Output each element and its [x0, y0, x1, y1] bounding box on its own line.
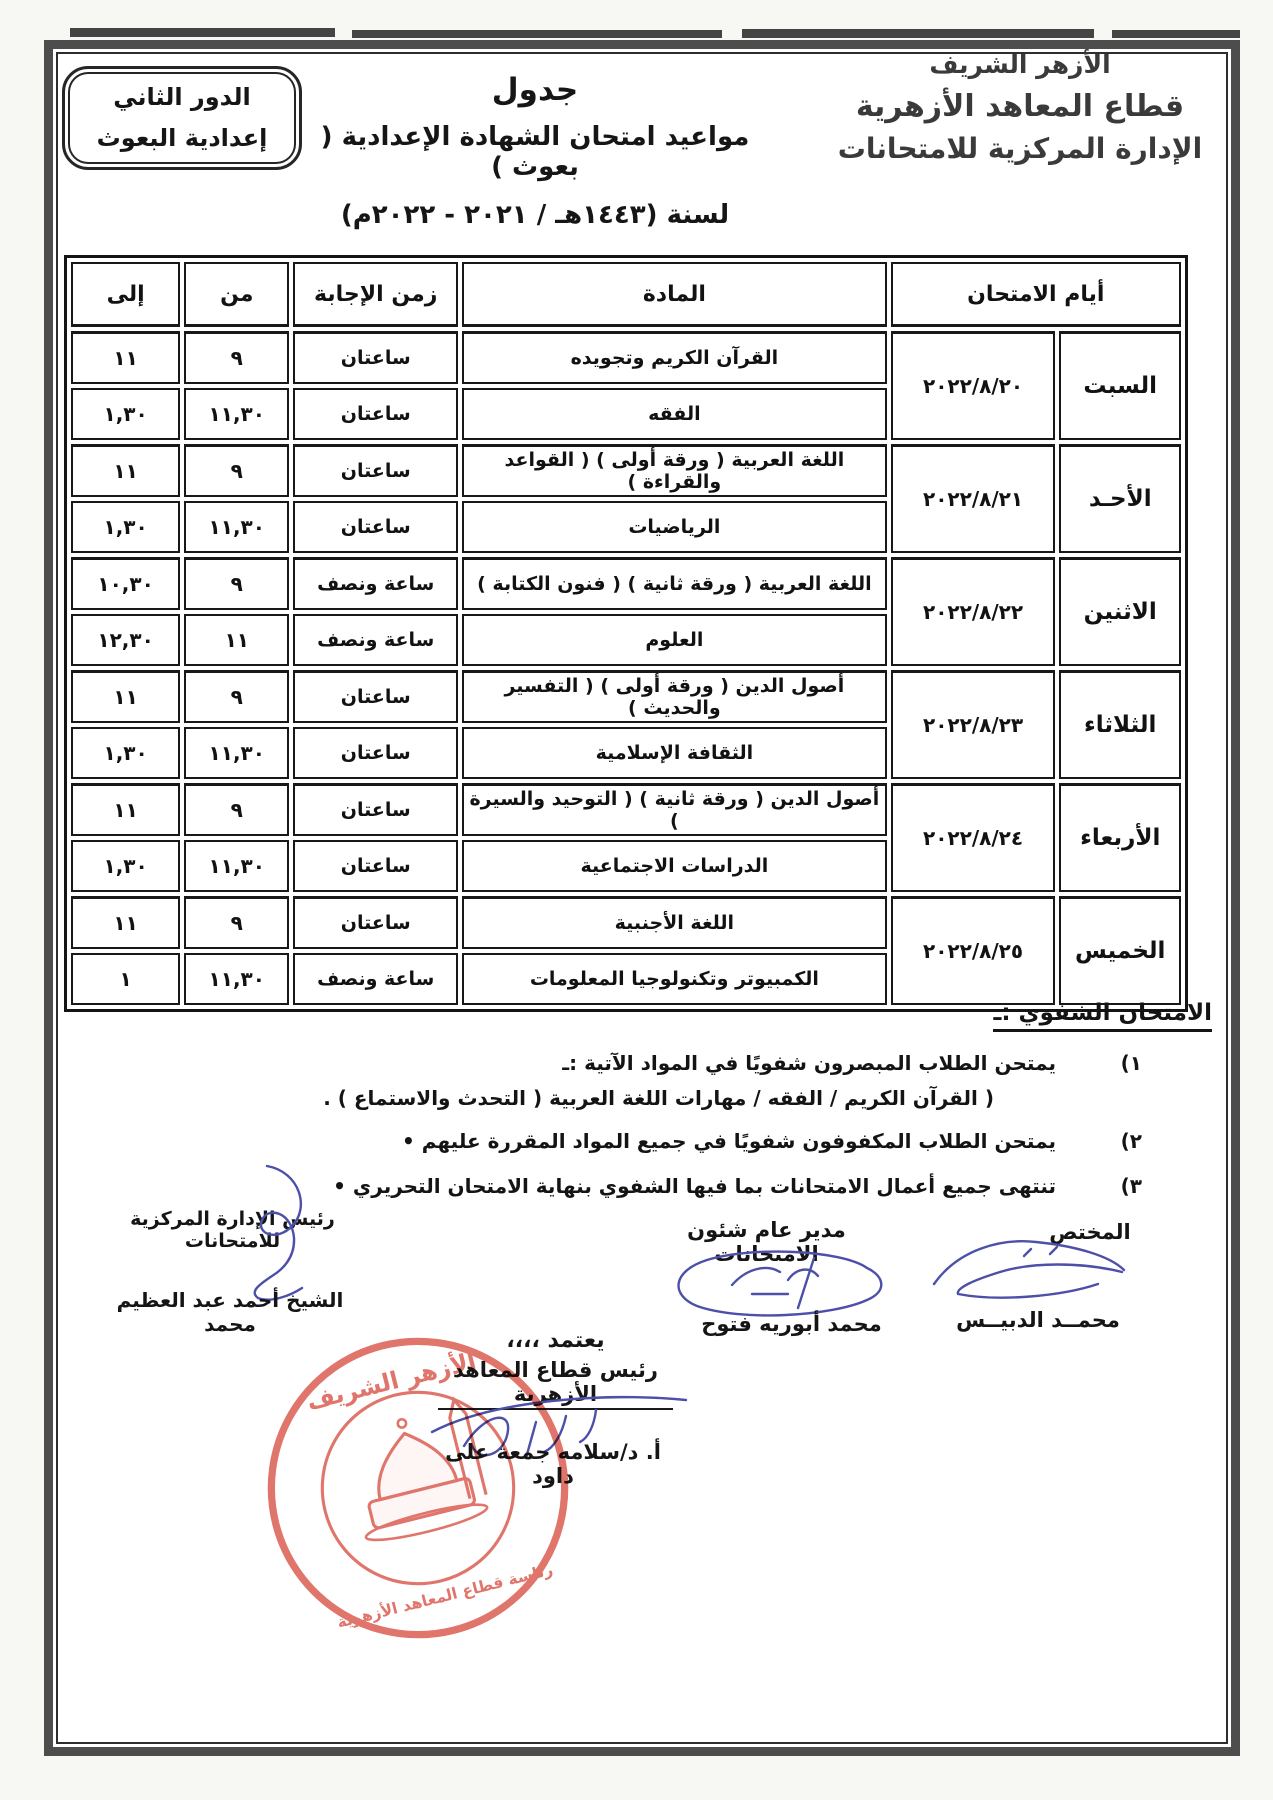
duration-cell: ساعتان — [293, 444, 458, 497]
note-number: ١) — [1120, 1051, 1142, 1075]
date-cell: ٢٠٢٢/٨/٢٥ — [891, 896, 1056, 1005]
scan-artifact — [70, 28, 335, 37]
from-cell: ١١,٣٠ — [184, 840, 289, 892]
header-duration: زمن الإجابة — [293, 262, 458, 327]
duration-cell: ساعة ونصف — [293, 953, 458, 1005]
stamp-top-text: الأزهر الشريف — [303, 1346, 479, 1416]
letterhead-line2: قطاع المعاهد الأزهرية — [855, 89, 1185, 124]
duration-cell: ساعتان — [293, 783, 458, 836]
table-row — [71, 444, 1181, 497]
to-cell: ١١ — [71, 896, 180, 949]
from-cell: ٩ — [184, 331, 289, 384]
to-cell: ١١ — [71, 670, 180, 723]
to-cell: ١١ — [71, 444, 180, 497]
to-cell: ١٠,٣٠ — [71, 557, 180, 610]
duration-cell: ساعة ونصف — [293, 557, 458, 610]
date-cell: ٢٠٢٢/٨/٢٣ — [891, 670, 1056, 779]
subject-cell: الدراسات الاجتماعية — [462, 840, 886, 892]
from-cell: ١١,٣٠ — [184, 501, 289, 553]
day-cell: الأربعاء — [1059, 783, 1181, 892]
note-number: ٢) — [1120, 1129, 1142, 1153]
exams-director-name: محمد أبوريه فتوح — [701, 1312, 882, 1336]
from-cell: ٩ — [184, 896, 289, 949]
notes-heading: الامتحان الشفوي :ـ — [993, 1000, 1212, 1032]
subject-cell: اللغة العربية ( ورقة ثانية ) ( فنون الكتابة ) — [462, 557, 886, 610]
scan-artifact — [352, 30, 722, 38]
day-cell: الثلاثاء — [1059, 670, 1181, 779]
table-row — [71, 896, 1181, 949]
letterhead-line1: الأزهر الشريف — [929, 50, 1111, 79]
note-item-1 — [62, 1049, 1212, 1077]
duration-cell: ساعتان — [293, 331, 458, 384]
day-cell: الأحـد — [1059, 444, 1181, 553]
header-to: إلى — [71, 262, 180, 327]
approval-name: أ. د/سلامه جمعة على داود — [445, 1440, 661, 1488]
to-cell: ١,٣٠ — [71, 840, 180, 892]
day-cell: الاثنين — [1059, 557, 1181, 666]
title-line3: لسنة (١٤٤٣هـ / ٢٠٢١ - ٢٠٢٢م) — [340, 200, 730, 230]
round-stage-box — [62, 66, 302, 170]
specialist-signature-scribble — [928, 1232, 1146, 1316]
exams-director-label: مدير عام شئون الامتحانات — [687, 1218, 846, 1266]
scan-artifact — [1112, 30, 1240, 38]
title-line2: مواعيد امتحان الشهادة الإعدادية ( بعوث ) — [320, 122, 750, 182]
duration-cell: ساعتان — [293, 727, 458, 779]
table-row — [71, 331, 1181, 384]
date-cell: ٢٠٢٢/٨/٢١ — [891, 444, 1056, 553]
specialist-name: محمــد الدبيــس — [956, 1308, 1120, 1332]
to-cell: ١ — [71, 953, 180, 1005]
stamp-bottom-text: رئاسة قطاع المعاهد الأزهرية — [335, 1560, 555, 1632]
central-admin-head-signature-scribble — [212, 1160, 332, 1305]
note-text: يمتحن الطلاب المكفوفون شفويًا في جميع المواد المقررة عليهم • — [402, 1129, 1056, 1153]
date-cell: ٢٠٢٢/٨/٢٤ — [891, 783, 1056, 892]
note-number: ٣) — [1120, 1174, 1142, 1198]
stage-line1: الدور الثاني — [113, 83, 251, 111]
subject-cell: اللغة العربية ( ورقة أولى ) ( القواعد والقراءة ) — [462, 444, 886, 497]
header-from: من — [184, 262, 289, 327]
date-cell: ٢٠٢٢/٨/٢٠ — [891, 331, 1056, 440]
table-row — [71, 557, 1181, 610]
duration-cell: ساعة ونصف — [293, 614, 458, 666]
from-cell: ١١ — [184, 614, 289, 666]
duration-cell: ساعتان — [293, 840, 458, 892]
mosque-icon — [339, 1398, 492, 1547]
from-cell: ٩ — [184, 670, 289, 723]
subject-cell: اللغة الأجنبية — [462, 896, 886, 949]
subject-cell: الفقه — [462, 388, 886, 440]
from-cell: ١١,٣٠ — [184, 727, 289, 779]
to-cell: ١,٣٠ — [71, 388, 180, 440]
from-cell: ١١,٣٠ — [184, 388, 289, 440]
duration-cell: ساعتان — [293, 388, 458, 440]
note-text: يمتحن الطلاب المبصرون شفويًا في المواد الآتية :ـ — [562, 1051, 1056, 1075]
date-cell: ٢٠٢٢/٨/٢٢ — [891, 557, 1056, 666]
from-cell: ١١,٣٠ — [184, 953, 289, 1005]
subject-cell: أصول الدين ( ورقة أولى ) ( التفسير والحديث ) — [462, 670, 886, 723]
to-cell: ١,٣٠ — [71, 727, 180, 779]
to-cell: ١,٣٠ — [71, 501, 180, 553]
day-cell: السبت — [1059, 331, 1181, 440]
from-cell: ٩ — [184, 557, 289, 610]
to-cell: ١٢,٣٠ — [71, 614, 180, 666]
note-text: تنتهى جميع أعمال الامتحانات بما فيها الشفوي بنهاية الامتحان التحريري • — [333, 1174, 1056, 1198]
table-header-row — [71, 262, 1181, 327]
subject-cell: أصول الدين ( ورقة ثانية ) ( التوحيد والسيرة ) — [462, 783, 886, 836]
approval-title: رئيس قطاع المعاهد الأزهرية — [438, 1358, 673, 1410]
letterhead-line3: الإدارة المركزية للامتحانات — [837, 132, 1203, 165]
central-admin-head-name: الشيخ أحمد عبد العظيم محمد — [116, 1288, 344, 1336]
central-admin-head-label: رئيس الإدارة المركزية للامتحانات — [130, 1208, 335, 1252]
from-cell: ٩ — [184, 783, 289, 836]
title-word: جدول — [491, 72, 579, 108]
from-cell: ٩ — [184, 444, 289, 497]
to-cell: ١١ — [71, 783, 180, 836]
exam-schedule-table — [64, 255, 1188, 1012]
specialist-label: المختص — [1049, 1220, 1131, 1244]
subject-cell: الثقافة الإسلامية — [462, 727, 886, 779]
duration-cell: ساعتان — [293, 501, 458, 553]
scan-artifact — [742, 29, 1094, 38]
subject-cell: الكمبيوتر وتكنولوجيا المعلومات — [462, 953, 886, 1005]
header-exam-days: أيام الامتحان — [891, 262, 1181, 327]
note-item-1-continued: ( القرآن الكريم / الفقه / مهارات اللغة العربية ( التحدث والاستماع ) . — [323, 1086, 994, 1110]
day-cell: الخميس — [1059, 896, 1181, 1005]
subject-cell: القرآن الكريم وتجويده — [462, 331, 886, 384]
duration-cell: ساعتان — [293, 896, 458, 949]
subject-cell: الرياضيات — [462, 501, 886, 553]
to-cell: ١١ — [71, 331, 180, 384]
duration-cell: ساعتان — [293, 670, 458, 723]
subject-cell: العلوم — [462, 614, 886, 666]
table-row — [71, 783, 1181, 836]
stage-line2: إعدادية البعوث — [96, 124, 268, 152]
table-row — [71, 670, 1181, 723]
letterhead — [828, 50, 1212, 165]
note-item-2 — [62, 1127, 1212, 1155]
header-subject: المادة — [462, 262, 886, 327]
document-title — [300, 72, 770, 230]
approval-word: يعتمد ،،،، — [506, 1328, 605, 1353]
